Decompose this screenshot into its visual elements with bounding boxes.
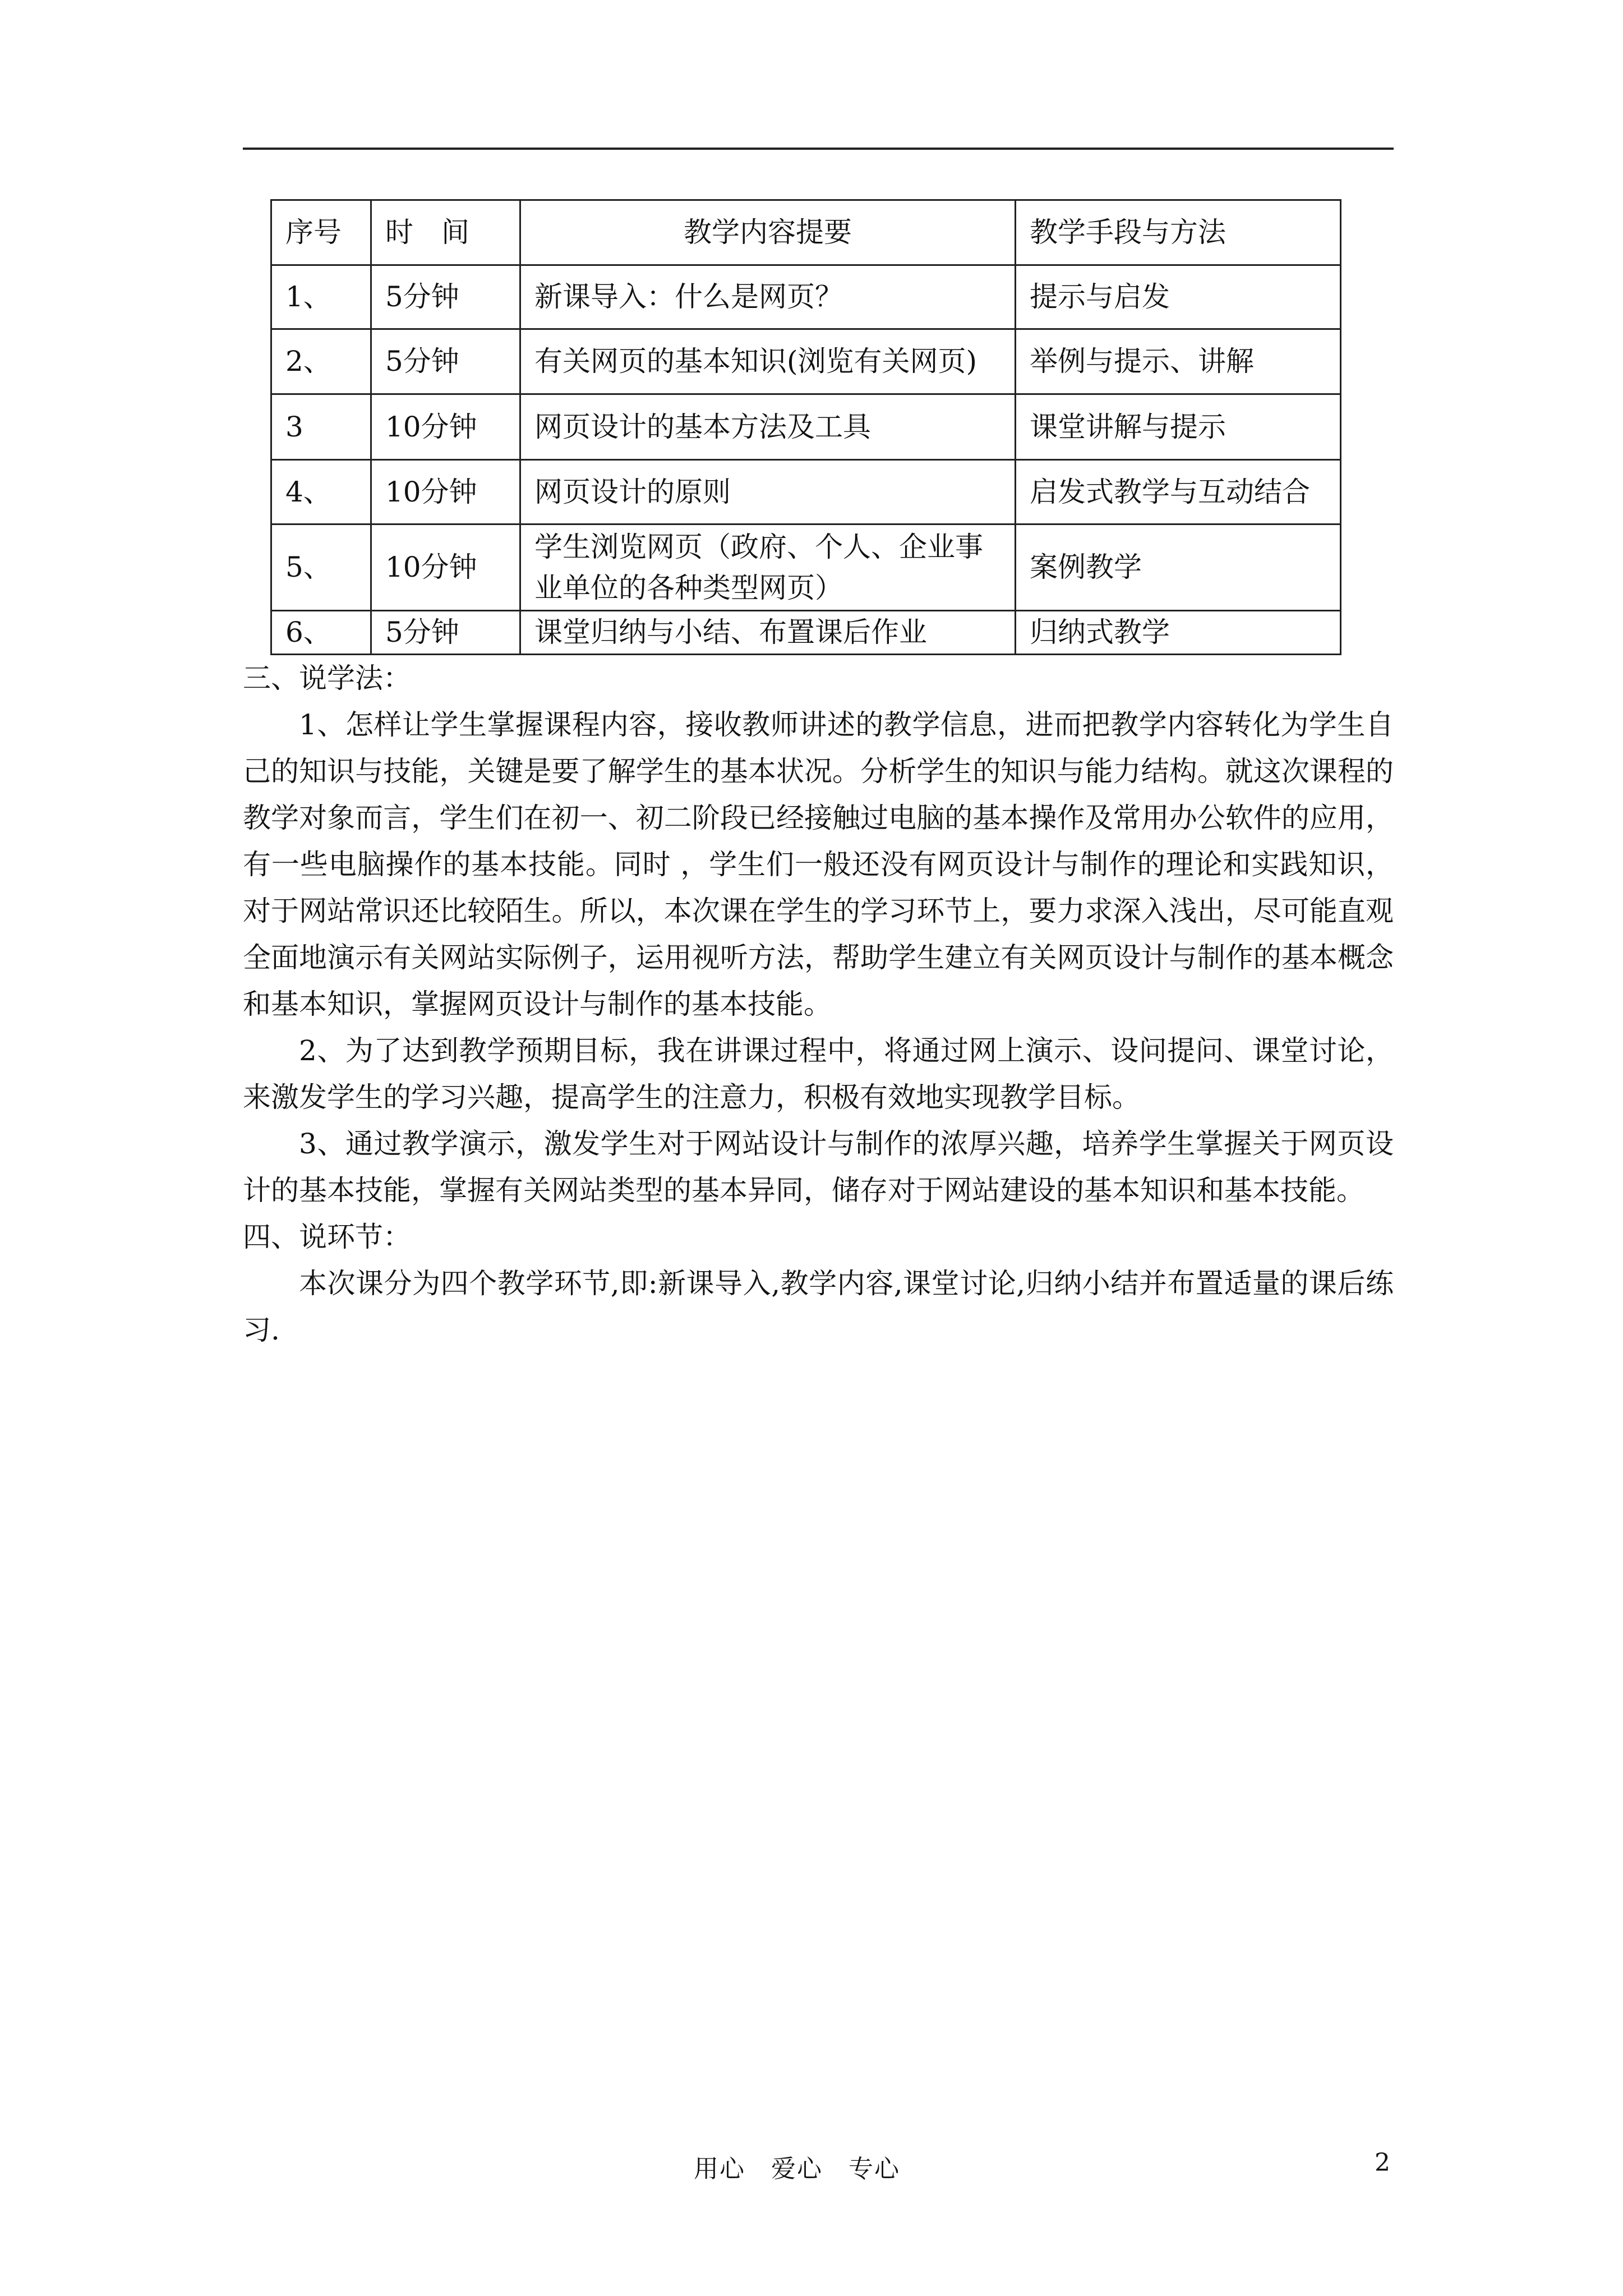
header-content: 教学内容提要 — [520, 200, 1016, 265]
table-row — [271, 329, 1341, 394]
cell-seq: 6、 — [271, 611, 371, 655]
cell-time: 10分钟 — [371, 524, 520, 611]
cell-seq: 3 — [271, 394, 371, 460]
cell-content: 有关网页的基本知识(浏览有关网页) — [520, 329, 1016, 394]
table-row — [271, 611, 1341, 655]
cell-time: 5分钟 — [371, 265, 520, 329]
cell-time: 5分钟 — [371, 611, 520, 655]
cell-content: 学生浏览网页（政府、个人、企业事业单位的各种类型网页） — [520, 524, 1016, 611]
study-paragraph-1: 1、怎样让学生掌握课程内容，接收教师讲述的教学信息，进而把教学内容转化为学生自己的知识与技能，关键是要了解学生的基本状况。分析学生的知识与能力结构。就这次课程的教学对象而言，学生们在初一、初二阶段已经接触过电脑的基本操作及常用办公软件的应用，有一些电脑操作的基本技能。同时 ，学生们一般还没有网页设计与制作的理论和实践知识，对于网站常识还比较陌生。所以，本次课在学生的学习环节上，要力求深入浅出，尽可能直观全面地演示有关网站实际例子，运用视听方法，帮助学生建立有关网页设计与制作的基本概念和基本知识，掌握网页设计与制作的基本技能。 — [243, 708, 1394, 1020]
cell-time: 10分钟 — [371, 394, 520, 460]
study-paragraph-2: 2、为了达到教学预期目标，我在讲课过程中，将通过网上演示、设问提问、课堂讨论，来激发学生的学习兴趣，提高学生的注意力，积极有效地实现教学目标。 — [243, 1034, 1394, 1114]
header-rule — [243, 148, 1394, 150]
study-paragraph-3: 3、通过教学演示，激发学生对于网站设计与制作的浓厚兴趣，培养学生掌握关于网页设计的基本技能，掌握有关网站类型的基本异同，储存对于网站建设的基本知识和基本技能。 — [243, 1128, 1394, 1207]
cell-method: 课堂讲解与提示 — [1016, 394, 1341, 460]
header-time: 时 间 — [371, 200, 520, 265]
cell-seq: 5、 — [271, 524, 371, 611]
cell-seq: 1、 — [271, 265, 371, 329]
table-row — [271, 265, 1341, 329]
cell-method: 提示与启发 — [1016, 265, 1341, 329]
section-heading-study: 三、说学法： — [243, 662, 411, 694]
cell-time: 5分钟 — [371, 329, 520, 394]
cell-method: 启发式教学与互动结合 — [1016, 460, 1341, 524]
table-header-row — [271, 200, 1341, 265]
table-row — [271, 460, 1341, 524]
header-seq: 序号 — [271, 200, 371, 265]
cell-content: 网页设计的原则 — [520, 460, 1016, 524]
header-method: 教学手段与方法 — [1016, 200, 1341, 265]
lesson-plan-table — [270, 199, 1341, 655]
table-row — [271, 394, 1341, 460]
cell-method: 归纳式教学 — [1016, 611, 1341, 655]
cell-content: 网页设计的基本方法及工具 — [520, 394, 1016, 460]
page-number: 2 — [1375, 2148, 1390, 2177]
body-text — [243, 655, 1394, 1354]
cell-time: 10分钟 — [371, 460, 520, 524]
table-row — [271, 524, 1341, 611]
cell-content: 课堂归纳与小结、布置课后作业 — [520, 611, 1016, 655]
cell-seq: 2、 — [271, 329, 371, 394]
cell-seq: 4、 — [271, 460, 371, 524]
cell-content: 新课导入：什么是网页？ — [520, 265, 1016, 329]
cell-method: 举例与提示、讲解 — [1016, 329, 1341, 394]
section-heading-steps: 四、说环节： — [243, 1221, 411, 1253]
steps-paragraph-1: 本次课分为四个教学环节,即:新课导入,教学内容,课堂讨论,归纳小结并布置适量的课后练习. — [243, 1267, 1394, 1346]
cell-method: 案例教学 — [1016, 524, 1341, 611]
footer-motto: 用心 爱心 专心 — [694, 2155, 900, 2183]
